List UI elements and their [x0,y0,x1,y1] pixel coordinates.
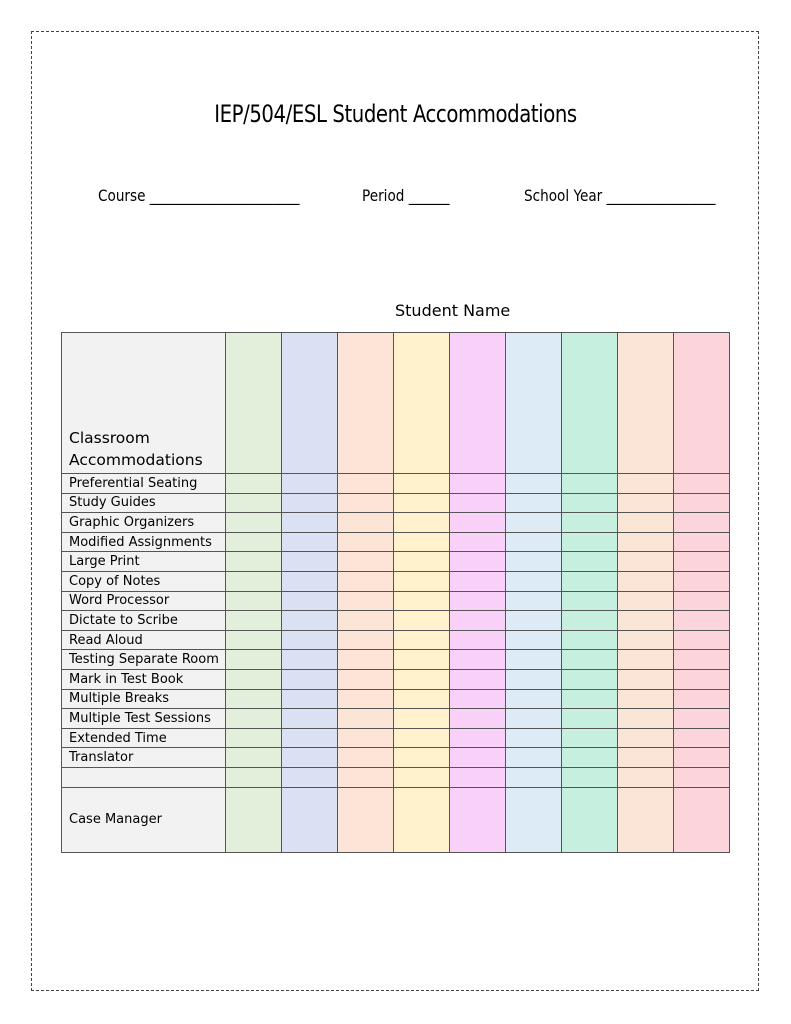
student-cell[interactable] [226,709,282,729]
student-cell[interactable] [618,552,674,572]
table-row [62,650,730,670]
student-cell[interactable] [282,591,338,611]
row-label: Graphic Organizers [62,513,226,533]
student-cell[interactable] [562,748,618,768]
student-cell[interactable] [282,787,338,852]
student-cell[interactable] [618,650,674,670]
row-label: Read Aloud [62,630,226,650]
student-cell[interactable] [226,591,282,611]
student-cell[interactable] [674,650,730,670]
student-cell[interactable] [506,767,562,787]
student-name-header: Student Name [395,301,511,320]
student-cell[interactable] [338,333,394,474]
student-cell[interactable] [506,591,562,611]
student-cell[interactable] [562,611,618,631]
table-row [62,709,730,729]
student-cell[interactable] [618,513,674,533]
table-row [62,630,730,650]
student-cell[interactable] [674,611,730,631]
row-label: Dictate to Scribe [62,611,226,631]
student-cell[interactable] [562,709,618,729]
student-cell[interactable] [450,552,506,572]
student-cell[interactable] [282,767,338,787]
student-cell[interactable] [226,767,282,787]
student-cell[interactable] [506,748,562,768]
student-cell[interactable] [394,767,450,787]
student-cell[interactable] [618,787,674,852]
table-row [62,591,730,611]
student-cell[interactable] [674,474,730,494]
student-cell[interactable] [394,709,450,729]
student-cell[interactable] [226,669,282,689]
student-cell[interactable] [450,493,506,513]
student-cell[interactable] [450,571,506,591]
student-cell[interactable] [506,333,562,474]
student-cell[interactable] [618,591,674,611]
student-cell[interactable] [506,650,562,670]
student-cell[interactable] [226,552,282,572]
student-cell[interactable] [674,552,730,572]
student-cell[interactable] [674,591,730,611]
student-cell[interactable] [450,630,506,650]
student-cell[interactable] [338,767,394,787]
student-cell[interactable] [618,611,674,631]
student-cell[interactable] [338,493,394,513]
student-cell[interactable] [226,728,282,748]
student-cell[interactable] [450,611,506,631]
row-label: Translator [62,748,226,768]
student-cell[interactable] [506,728,562,748]
student-cell[interactable] [450,474,506,494]
student-cell[interactable] [450,748,506,768]
student-cell[interactable] [618,571,674,591]
student-cell[interactable] [506,513,562,533]
student-cell[interactable] [618,728,674,748]
student-cell[interactable] [450,728,506,748]
table-row [62,767,730,787]
student-cell[interactable] [562,630,618,650]
student-cell[interactable] [562,591,618,611]
row-label: Modified Assignments [62,532,226,552]
student-cell[interactable] [282,333,338,474]
student-cell[interactable] [338,689,394,709]
student-cell[interactable] [394,630,450,650]
student-cell[interactable] [562,532,618,552]
student-cell[interactable] [338,709,394,729]
table-row [62,513,730,533]
student-cell[interactable] [506,709,562,729]
student-cell[interactable] [618,532,674,552]
student-cell[interactable] [674,513,730,533]
student-cell[interactable] [506,493,562,513]
student-cell[interactable] [338,532,394,552]
student-cell[interactable] [226,787,282,852]
student-cell[interactable] [394,611,450,631]
student-cell[interactable] [338,513,394,533]
student-cell[interactable] [562,493,618,513]
student-cell[interactable] [674,630,730,650]
table-row [62,611,730,631]
row-label: Word Processor [62,591,226,611]
table-row [62,748,730,768]
student-cell[interactable] [618,333,674,474]
student-cell[interactable] [394,552,450,572]
student-cell[interactable] [450,709,506,729]
header-row [62,333,730,474]
student-cell[interactable] [394,513,450,533]
student-cell[interactable] [282,513,338,533]
student-cell[interactable] [506,611,562,631]
student-cell[interactable] [394,787,450,852]
student-cell[interactable] [282,493,338,513]
student-cell[interactable] [562,767,618,787]
student-cell[interactable] [338,571,394,591]
student-cell[interactable] [618,689,674,709]
school-year-field: School Year ________________ [524,186,716,205]
student-cell[interactable] [450,669,506,689]
row-label: Preferential Seating [62,474,226,494]
row-label: Testing Separate Room [62,650,226,670]
student-cell[interactable] [562,689,618,709]
course-field: Course ______________________ [98,186,300,205]
student-cell[interactable] [226,689,282,709]
student-cell[interactable] [562,650,618,670]
student-cell[interactable] [282,552,338,572]
student-cell[interactable] [506,474,562,494]
student-cell[interactable] [226,748,282,768]
student-cell[interactable] [226,333,282,474]
student-cell[interactable] [506,689,562,709]
student-cell[interactable] [338,728,394,748]
page-title: IEP/504/ESL Student Accommodations [214,100,577,128]
student-cell[interactable] [562,552,618,572]
student-cell[interactable] [450,787,506,852]
student-cell[interactable] [282,669,338,689]
student-cell[interactable] [562,513,618,533]
student-cell[interactable] [618,767,674,787]
student-cell[interactable] [674,787,730,852]
student-cell[interactable] [282,474,338,494]
student-cell[interactable] [450,513,506,533]
student-cell[interactable] [226,513,282,533]
student-cell[interactable] [506,552,562,572]
student-cell[interactable] [674,709,730,729]
student-cell[interactable] [338,591,394,611]
student-cell[interactable] [394,333,450,474]
table-row [62,669,730,689]
student-cell[interactable] [674,767,730,787]
student-cell[interactable] [226,571,282,591]
student-cell[interactable] [674,571,730,591]
student-cell[interactable] [394,650,450,670]
student-cell[interactable] [282,630,338,650]
table-row [62,552,730,572]
row-label: Multiple Breaks [62,689,226,709]
table-row [62,474,730,494]
student-cell[interactable] [674,728,730,748]
student-cell[interactable] [338,552,394,572]
student-cell[interactable] [338,474,394,494]
table-row [62,728,730,748]
row-label: Study Guides [62,493,226,513]
row-label [62,767,226,787]
student-cell[interactable] [226,474,282,494]
table-row [62,493,730,513]
student-cell[interactable] [674,669,730,689]
student-cell[interactable] [282,748,338,768]
student-cell[interactable] [506,787,562,852]
period-field: Period ______ [362,186,450,205]
accommodations-table [61,332,730,853]
student-cell[interactable] [562,474,618,494]
student-cell[interactable] [226,493,282,513]
student-cell[interactable] [394,728,450,748]
student-cell[interactable] [282,532,338,552]
student-cell[interactable] [282,571,338,591]
table-row [62,532,730,552]
student-cell[interactable] [562,571,618,591]
row-label: Extended Time [62,728,226,748]
student-cell[interactable] [282,611,338,631]
student-cell[interactable] [618,748,674,768]
student-cell[interactable] [450,650,506,670]
student-cell[interactable] [282,650,338,670]
student-cell[interactable] [562,669,618,689]
student-cell[interactable] [226,630,282,650]
student-cell[interactable] [618,630,674,650]
table-row [62,689,730,709]
student-cell[interactable] [226,650,282,670]
student-cell[interactable] [394,748,450,768]
student-cell[interactable] [394,493,450,513]
row-label: Mark in Test Book [62,669,226,689]
student-cell[interactable] [674,333,730,474]
student-cell[interactable] [338,787,394,852]
student-cell[interactable] [450,689,506,709]
student-cell[interactable] [674,748,730,768]
student-cell[interactable] [394,689,450,709]
student-cell[interactable] [226,611,282,631]
row-label: Classroom Accommodations [62,333,226,474]
student-cell[interactable] [338,748,394,768]
student-cell[interactable] [394,669,450,689]
student-cell[interactable] [674,493,730,513]
student-cell[interactable] [618,474,674,494]
student-cell[interactable] [226,532,282,552]
student-cell[interactable] [506,532,562,552]
student-cell[interactable] [450,532,506,552]
case-manager-row [62,787,730,852]
student-cell[interactable] [618,709,674,729]
row-label: Multiple Test Sessions [62,709,226,729]
row-label: Large Print [62,552,226,572]
student-cell[interactable] [394,474,450,494]
student-cell[interactable] [618,493,674,513]
student-cell[interactable] [394,532,450,552]
student-cell[interactable] [450,591,506,611]
student-cell[interactable] [506,630,562,650]
student-cell[interactable] [394,571,450,591]
student-cell[interactable] [450,767,506,787]
student-cell[interactable] [674,689,730,709]
student-cell[interactable] [282,728,338,748]
student-cell[interactable] [450,333,506,474]
student-cell[interactable] [282,689,338,709]
student-cell[interactable] [338,611,394,631]
student-cell[interactable] [506,669,562,689]
student-cell[interactable] [562,333,618,474]
student-cell[interactable] [562,728,618,748]
student-cell[interactable] [338,669,394,689]
student-cell[interactable] [618,669,674,689]
row-label: Copy of Notes [62,571,226,591]
student-cell[interactable] [282,709,338,729]
student-cell[interactable] [338,650,394,670]
student-cell[interactable] [562,787,618,852]
row-label: Case Manager [62,787,226,852]
student-cell[interactable] [338,630,394,650]
student-cell[interactable] [394,591,450,611]
student-cell[interactable] [506,571,562,591]
table-row [62,571,730,591]
student-cell[interactable] [674,532,730,552]
